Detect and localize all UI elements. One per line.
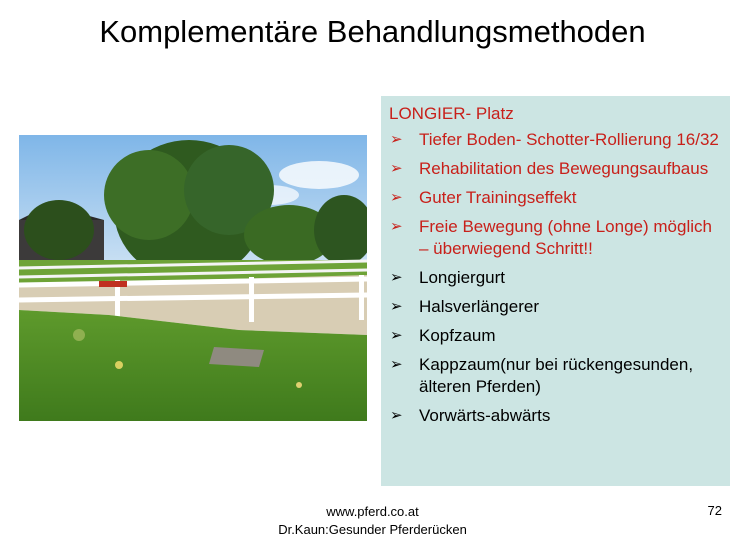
box-heading: LONGIER- Platz: [389, 104, 514, 123]
arrow-bullet-icon: ➢: [390, 356, 403, 373]
arrow-bullet-icon: ➢: [390, 269, 403, 286]
bullet-text: Rehabilitation des Bewegungsaufbaus: [419, 159, 709, 178]
bullet-text: Freie Bewegung (ohne Longe) möglich – überwiegend Schritt!!: [419, 217, 712, 258]
content-box: [381, 96, 730, 486]
bullet-text: Kappzaum(nur bei rückengesunden, älteren Pferden): [419, 355, 694, 396]
arrow-bullet-icon: ➢: [390, 298, 403, 315]
arrow-bullet-icon: ➢: [390, 131, 403, 148]
slide-footer: [0, 503, 745, 539]
bullet-item: [389, 354, 722, 398]
bullet-list: [389, 129, 722, 427]
bullet-item: [389, 129, 722, 151]
bullet-item: [389, 216, 722, 260]
bullet-item: [389, 405, 722, 427]
riding-arena-photo: [19, 135, 367, 421]
page-number: 72: [707, 503, 722, 518]
arrow-bullet-icon: ➢: [390, 218, 403, 235]
bullet-text: Guter Trainingseffekt: [419, 188, 577, 207]
footer-author: Dr.Kaun:Gesunder Pferderücken: [278, 522, 467, 537]
bullet-item: [389, 296, 722, 318]
bullet-text: Longiergurt: [419, 268, 506, 287]
arrow-bullet-icon: ➢: [390, 407, 403, 424]
bullet-item: [389, 158, 722, 180]
arrow-bullet-icon: ➢: [390, 160, 403, 177]
footer-url: www.pferd.co.at: [326, 504, 419, 519]
slide-title: Komplementäre Behandlungsmethoden: [99, 14, 646, 49]
arrow-bullet-icon: ➢: [390, 327, 403, 344]
bullet-item: [389, 267, 722, 289]
bullet-text: Vorwärts-abwärts: [419, 406, 551, 425]
bullet-text: Kopfzaum: [419, 326, 496, 345]
bullet-item: [389, 187, 722, 209]
arrow-bullet-icon: ➢: [390, 189, 403, 206]
bullet-item: [389, 325, 722, 347]
bullet-text: Halsverlängerer: [419, 297, 539, 316]
bullet-text: Tiefer Boden- Schotter-Rollierung 16/32: [419, 130, 719, 149]
